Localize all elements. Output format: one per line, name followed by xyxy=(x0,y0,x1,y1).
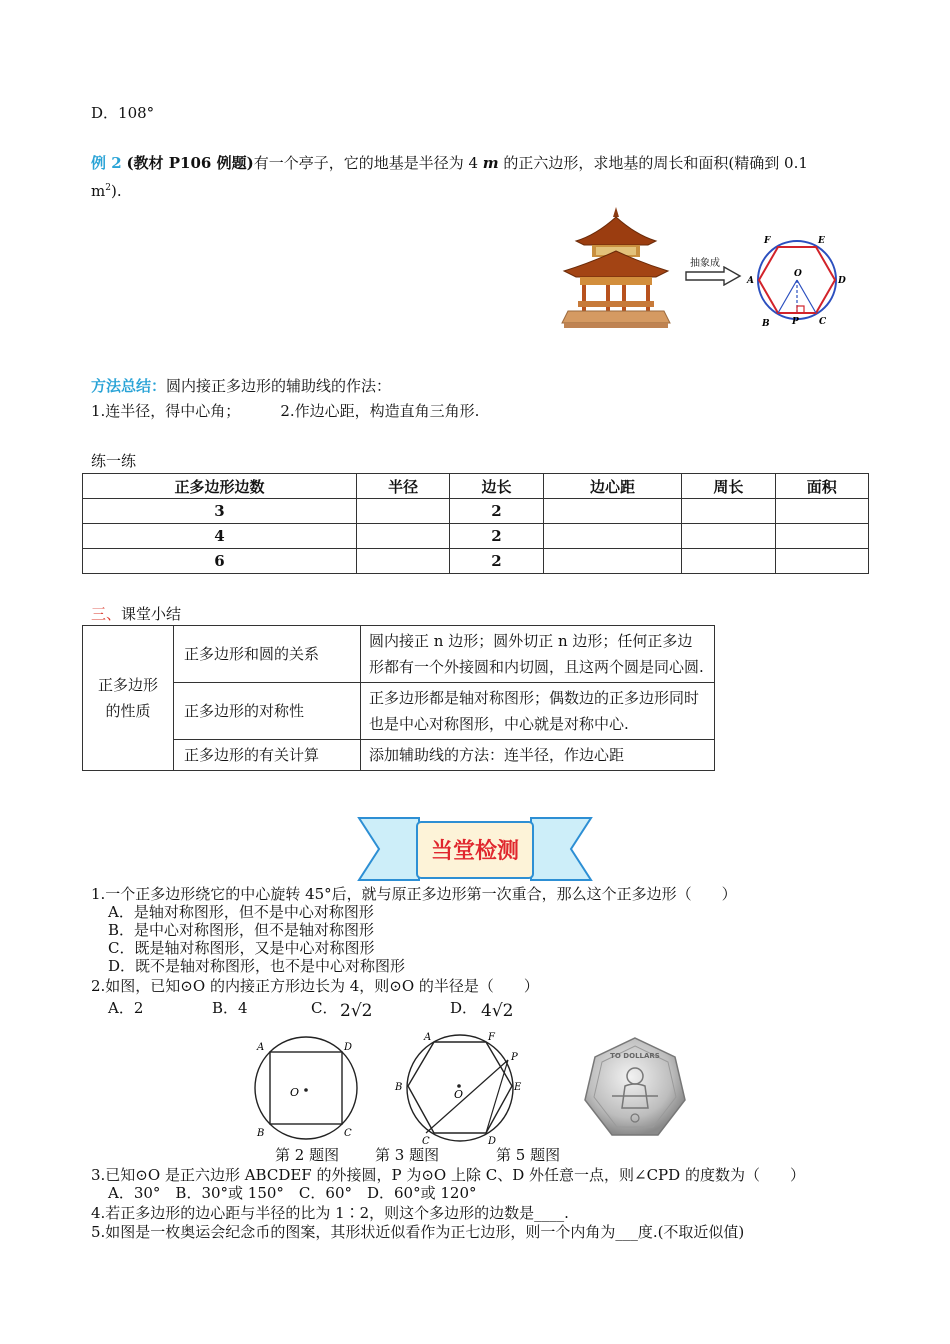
figure-q5-coin xyxy=(580,1034,690,1144)
summary-sub-label: 正多边形的有关计算 xyxy=(174,740,361,771)
label-e: E xyxy=(818,236,825,246)
cell[interactable] xyxy=(775,524,868,549)
label-d: D xyxy=(838,276,846,286)
svg-text:F: F xyxy=(488,1032,495,1043)
q1-option-a: A．是轴对称图形，但不是中心对称图形 xyxy=(108,903,374,921)
arrow-label: 抽象成 xyxy=(690,258,720,269)
method-step2: 2.作边心距，构造直角三角形. xyxy=(280,402,480,420)
cell[interactable] xyxy=(682,549,775,574)
cell[interactable] xyxy=(775,499,868,524)
q2-option-b: B．4 xyxy=(212,999,248,1017)
cell: 2 xyxy=(450,524,543,549)
svg-text:C: C xyxy=(422,1136,430,1147)
example2-text2: 的正六边形，求地基的周长和面积(精确到 0.1 xyxy=(498,154,808,172)
cell[interactable] xyxy=(682,499,775,524)
example2-tag: 例 2 xyxy=(91,154,122,172)
method-line2 xyxy=(91,401,479,421)
svg-text:B: B xyxy=(257,1128,265,1139)
example2-sup: 2 xyxy=(105,183,111,193)
q2-option-c-value: 2√2 xyxy=(340,1001,373,1021)
cell[interactable] xyxy=(356,549,449,574)
summary-desc: 圆内接正 n 边形；圆外切正 n 边形；任何正多边形都有一个外接圆和内切圆，且这两个圆是同心圆. xyxy=(361,626,715,683)
svg-text:O: O xyxy=(290,1086,300,1099)
summary-number: 三、 xyxy=(91,605,122,623)
q5-stem: 5.如图是一枚奥运会纪念币的图案，其形状近似看作为正七边形，则一个内角为___度.(不取近似值) xyxy=(91,1223,745,1241)
cell: 2 xyxy=(450,549,543,574)
cell: 3 xyxy=(83,499,357,524)
label-p: P xyxy=(792,317,799,327)
q3-stem: 3.已知⊙O 是正六边形 ABCDEF 的外接圆，P 为⊙O 上除 C、D 外任意一点，则∠CPD 的度数为（ ） xyxy=(91,1166,805,1184)
cell[interactable] xyxy=(356,499,449,524)
cell[interactable] xyxy=(543,499,682,524)
svg-text:D: D xyxy=(488,1136,497,1147)
summary-title-text: 课堂小结 xyxy=(121,605,182,623)
cell: 4 xyxy=(83,524,357,549)
q1-option-b: B．是中心对称图形，但不是轴对称图形 xyxy=(108,921,375,939)
caption-q3: 第 3 题图 xyxy=(375,1146,440,1164)
header-side-length: 边长 xyxy=(450,474,543,499)
caption-q5: 第 5 题图 xyxy=(496,1146,561,1164)
cell[interactable] xyxy=(682,524,775,549)
svg-text:O: O xyxy=(454,1088,464,1101)
example2-source: (教材 P106 例题) xyxy=(126,154,254,172)
svg-text:B: B xyxy=(395,1082,403,1093)
svg-text:A: A xyxy=(257,1042,265,1053)
cell: 6 xyxy=(83,549,357,574)
cell[interactable] xyxy=(775,549,868,574)
label-o: O xyxy=(794,269,802,279)
table-row xyxy=(83,626,715,683)
section-banner xyxy=(357,814,593,886)
q4-stem: 4.若正多边形的边心距与半径的比为 1∶2，则这个多边形的边数是____. xyxy=(91,1204,569,1222)
summary-title xyxy=(91,604,181,624)
example2-text4: ). xyxy=(110,182,122,200)
svg-text:D: D xyxy=(344,1042,353,1053)
table-row xyxy=(83,740,715,771)
arrow-icon xyxy=(684,266,744,286)
practice-header-row xyxy=(83,474,869,499)
method-line1 xyxy=(91,376,391,396)
table-row xyxy=(83,499,869,524)
cell[interactable] xyxy=(543,524,682,549)
coin-text: TO DOLLARS xyxy=(610,1052,660,1060)
table-row xyxy=(83,549,869,574)
example2-text1: 有一个亭子，它的地基是半径为 4 xyxy=(253,154,483,172)
cell[interactable] xyxy=(356,524,449,549)
q2-option-d: D． xyxy=(450,999,478,1017)
method-tag: 方法总结： xyxy=(91,377,167,395)
q1-option-c: C．既是轴对称图形，又是中心对称图形 xyxy=(108,939,375,957)
pavilion-image xyxy=(556,205,676,330)
q1-stem: 1.一个正多边形绕它的中心旋转 45°后，就与原正多边形第一次重合，那么这个正多边形（ ） xyxy=(91,885,737,903)
method-step1: 1.连半径，得中心角； xyxy=(91,402,241,420)
svg-text:E: E xyxy=(514,1082,522,1093)
cell[interactable] xyxy=(543,549,682,574)
q2-option-a: A．2 xyxy=(108,999,144,1017)
header-sides: 正多边形边数 xyxy=(83,474,357,499)
table-row xyxy=(83,524,869,549)
hexagon-diagram xyxy=(742,230,852,330)
summary-sub-label: 正多边形的对称性 xyxy=(174,683,361,740)
table-row xyxy=(83,683,715,740)
summary-desc: 正多边形都是轴对称图形；偶数边的正多边形同时也是中心对称图形，中心就是对称中心. xyxy=(361,683,715,740)
example2-line1 xyxy=(91,153,808,173)
practice-table xyxy=(82,473,869,574)
header-perimeter: 周长 xyxy=(682,474,775,499)
label-f: F xyxy=(764,236,771,246)
summary-table xyxy=(82,625,715,771)
q2-stem: 2.如图，已知⊙O 的内接正方形边长为 4，则⊙O 的半径是（ ） xyxy=(91,977,539,995)
figure-q2 xyxy=(250,1032,368,1144)
header-radius: 半径 xyxy=(356,474,449,499)
banner-text: 当堂检测 xyxy=(430,839,520,864)
example2-line2 xyxy=(91,178,122,201)
example2-unit: m xyxy=(482,154,499,172)
svg-text:P: P xyxy=(511,1052,518,1063)
summary-sub-label: 正多边形和圆的关系 xyxy=(174,626,361,683)
label-c: C xyxy=(819,317,827,327)
summary-desc: 添加辅助线的方法：连半径，作边心距 xyxy=(361,740,715,771)
practice-title: 练一练 xyxy=(91,452,137,470)
option-d-prev: D．108° xyxy=(91,104,155,122)
caption-q2: 第 2 题图 xyxy=(275,1146,340,1164)
label-a: A xyxy=(747,276,754,286)
cell: 2 xyxy=(450,499,543,524)
svg-text:A: A xyxy=(424,1032,432,1043)
q2-option-c: C． xyxy=(311,999,338,1017)
header-area: 面积 xyxy=(775,474,868,499)
figure-q3 xyxy=(390,1028,530,1148)
svg-text:C: C xyxy=(344,1128,352,1139)
q1-option-d: D．既不是轴对称图形，也不是中心对称图形 xyxy=(108,957,406,975)
q2-option-d-value: 4√2 xyxy=(481,1001,514,1021)
summary-main-label: 正多边形的性质 xyxy=(83,626,174,771)
q3-options: A．30° B．30°或 150° C．60° D．60°或 120° xyxy=(108,1184,477,1202)
label-b: B xyxy=(762,319,770,329)
header-apothem: 边心距 xyxy=(543,474,682,499)
example2-text3: m xyxy=(91,182,106,200)
method-text: 圆内接正多边形的辅助线的作法： xyxy=(166,377,392,395)
